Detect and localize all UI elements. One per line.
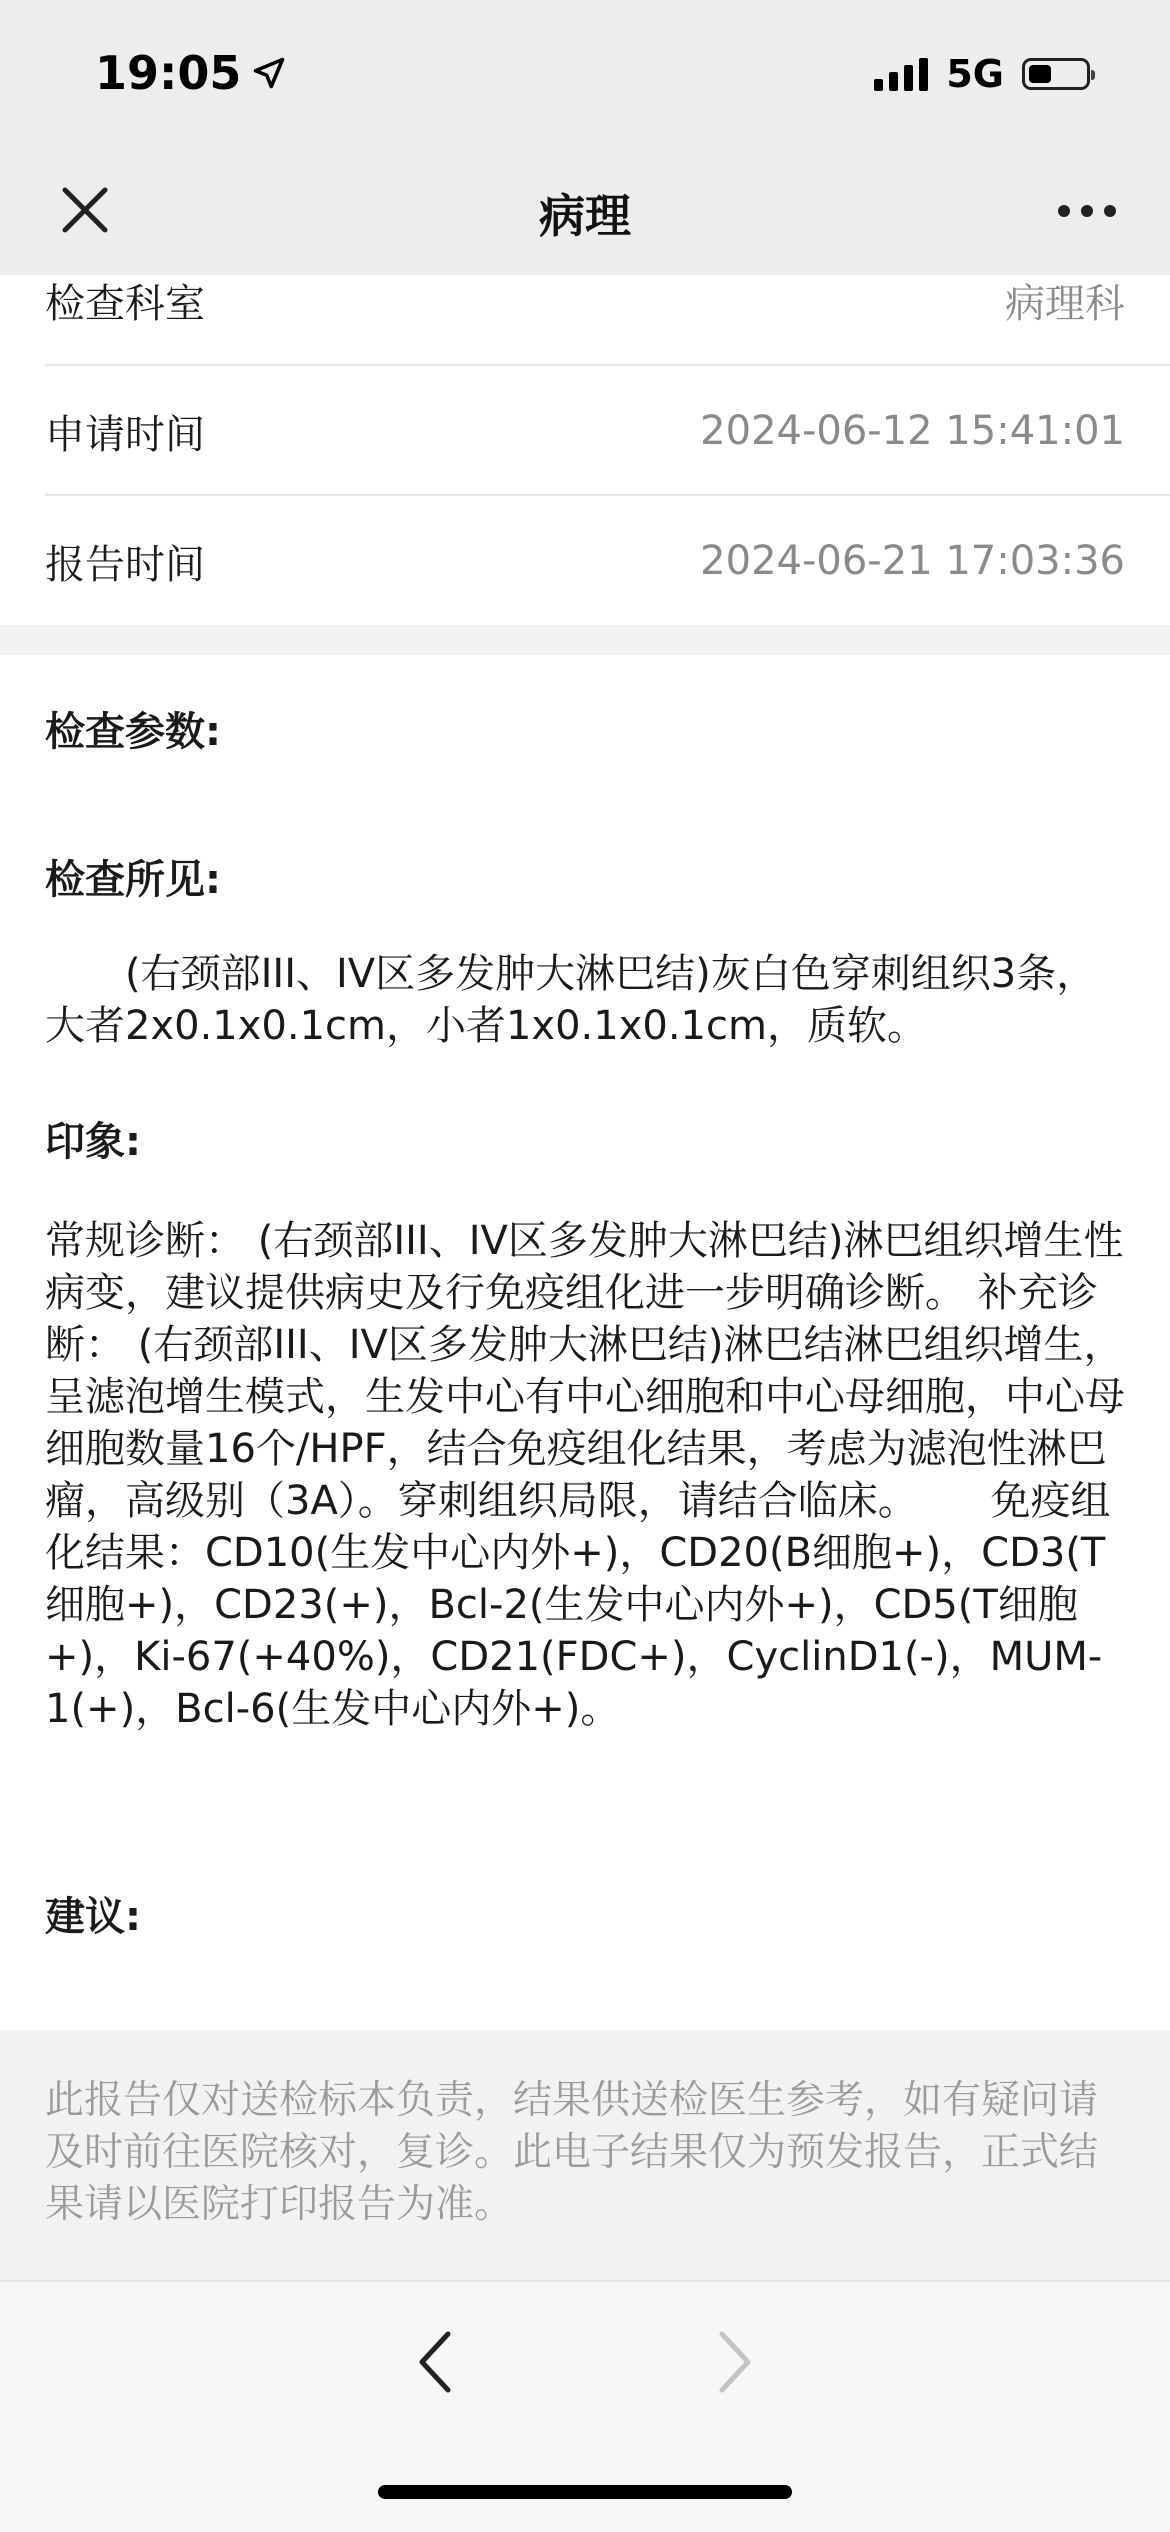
- info-row-department: [45, 235, 1125, 365]
- info-label: 报告时间: [45, 541, 205, 588]
- info-row-request-time: [45, 366, 1125, 496]
- params-title: 检查参数:: [45, 709, 221, 755]
- battery-icon: [1022, 58, 1090, 90]
- info-value: 2024-06-21 17:03:36: [700, 538, 1125, 584]
- network-type: 5G: [946, 52, 1004, 96]
- page-title: 病理: [539, 189, 631, 243]
- impression-title: 印象:: [45, 1119, 141, 1165]
- info-row-report-time: [45, 496, 1125, 626]
- disclaimer-note: 此报告仅对送检标本负责，结果供送检医生参考，如有疑问请及时前往医院核对，复诊。此电子结果仅为预发报告，正式结果请以医院打印报告为准。: [45, 2078, 1099, 2227]
- status-time: 19:05: [95, 46, 242, 100]
- suggestion-title: 建议:: [45, 1894, 141, 1940]
- home-indicator[interactable]: [378, 2485, 792, 2499]
- report-content-card: [0, 655, 1170, 2030]
- impression-text: 常规诊断： (右颈部III、IV区多发肿大淋巴结)淋巴组织增生性病变，建议提供病史及行免疫组化进一步明确诊断。 补充诊断： (右颈部III、IV区多发肿大淋巴结)淋巴结淋巴组织增生，呈滤泡增生模式，生发中心有中心细胞和中心母细胞，中心母细胞数量16个/HPF，结合免疫组化结果，考虑为滤泡性淋巴瘤，高级别（3A）。穿刺组织局限，请结合临床。 免疫组化结果：CD10(生发中心内外+)，CD20(B细胞+)，CD3(T细胞+)，CD23(+)，Bcl-2(生发中心内外+)，CD5(T细胞+)，Ki-67(+40%)，CD21(FDC+)，CyclinD1(-)，MUM-1(+)，Bcl-6(生发中心内外+)。: [45, 1218, 1125, 1732]
- status-right: [874, 52, 1090, 96]
- more-icon[interactable]: [1052, 186, 1122, 236]
- status-bar: [0, 0, 1170, 150]
- report-info-card: [0, 275, 1170, 625]
- findings-title: 检查所见:: [45, 857, 221, 903]
- chevron-right-icon[interactable]: [710, 2322, 760, 2402]
- info-value: 2024-06-12 15:41:01: [700, 408, 1125, 454]
- findings-text: (右颈部III、IV区多发肿大淋巴结)灰白色穿刺组织3条，大者2x0.1x0.1cm，小者1x0.1x0.1cm，质软。: [45, 951, 1097, 1049]
- info-label: 检查科室: [45, 280, 205, 327]
- location-arrow-icon: [251, 55, 287, 91]
- chevron-left-icon[interactable]: [410, 2322, 460, 2402]
- info-label: 申请时间: [45, 411, 205, 458]
- status-time-group: [95, 46, 287, 100]
- info-value: 病理科: [1005, 280, 1125, 327]
- signal-icon: [874, 57, 928, 91]
